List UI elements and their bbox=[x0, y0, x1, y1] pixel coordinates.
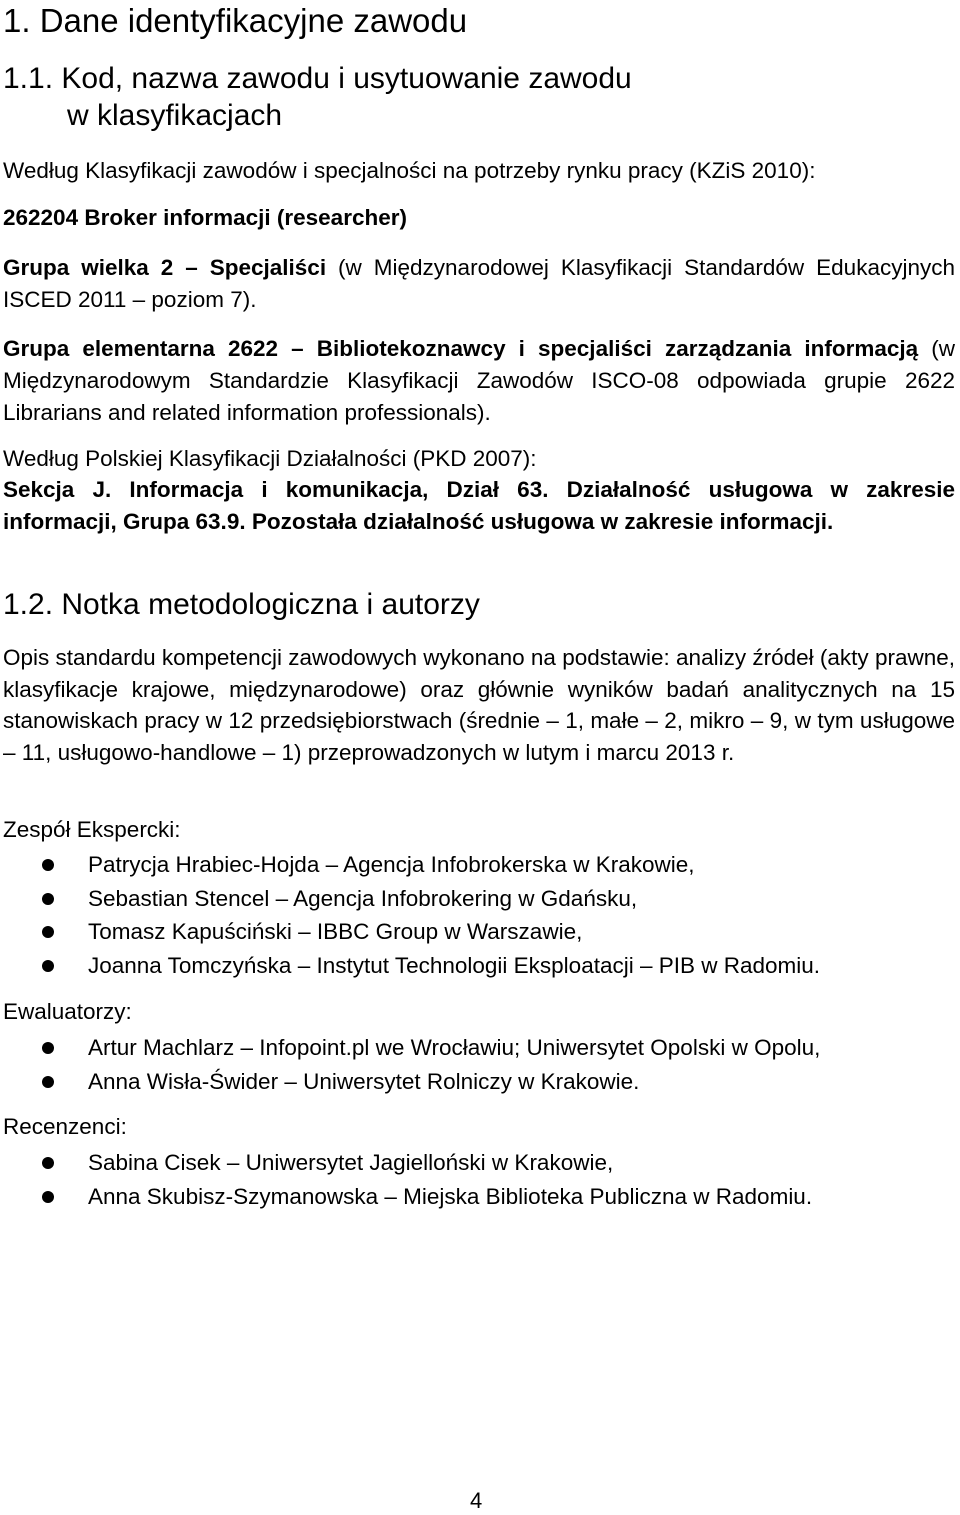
subsection-heading-line2: w klasyfikacjach bbox=[67, 99, 283, 132]
list-item: Patrycja Hrabiec-Hojda – Agencja Infobrokerska w Krakowie, bbox=[0, 848, 820, 882]
list-item: Joanna Tomczyńska – Instytut Technologii Eksploatacji – PIB w Radomiu. bbox=[0, 949, 820, 983]
bullet-icon bbox=[42, 1076, 54, 1088]
section-heading: 1. Dane identyfikacyjne zawodu bbox=[3, 2, 468, 39]
bullet-icon bbox=[42, 893, 54, 905]
bullet-icon bbox=[42, 1042, 54, 1054]
list-item: Sebastian Stencel – Agencja Infobrokering w Gdańsku, bbox=[0, 882, 820, 916]
pkd-intro: Według Polskiej Klasyfikacji Działalności (PKD 2007): bbox=[3, 446, 537, 471]
pkd-classification: Sekcja J. Informacja i komunikacja, Dział 63. Działalność usługowa w zakresie informacji, Grupa 63.9. Pozostała działalność usługowa w zakresie informacji. bbox=[3, 477, 955, 534]
reviewers-list bbox=[0, 1146, 812, 1213]
list-item: Anna Wisła-Świder – Uniwersytet Rolniczy w Krakowie. bbox=[0, 1065, 820, 1099]
bullet-icon bbox=[42, 859, 54, 871]
evaluators-list bbox=[0, 1031, 820, 1098]
methodology-heading: 1.2. Notka metodologiczna i autorzy bbox=[3, 588, 480, 621]
bullet-icon bbox=[42, 1157, 54, 1169]
unit-group-label: Grupa elementarna 2622 – Bibliotekoznawcy i specjaliści zarządzania informacją bbox=[3, 336, 919, 361]
unit-group-paragraph bbox=[3, 333, 955, 429]
bullet-icon bbox=[42, 960, 54, 972]
list-item: Anna Skubisz-Szymanowska – Miejska Biblioteka Publiczna w Radomiu. bbox=[0, 1180, 812, 1214]
experts-heading: Zespół Ekspercki: bbox=[3, 817, 181, 842]
reviewers-heading: Recenzenci: bbox=[3, 1114, 127, 1139]
experts-list bbox=[0, 848, 820, 982]
methodology-paragraph: Opis standardu kompetencji zawodowych wykonano na podstawie: analizy źródeł (akty prawne, klasyfikacje krajowe, międzynarodowe) oraz głównie wyników badań analitycznych na 15 stanowiskach pracy w 12 przedsiębiorstwach (średnie – 1, małe – 2, mikro – 9, w tym usługowe – 11, usługowo-handlowe – 1) przeprowadzonych w lutym i marcu 2013 r. bbox=[3, 645, 955, 765]
evaluators-heading: Ewaluatorzy: bbox=[3, 999, 132, 1024]
list-item: Artur Machlarz – Infopoint.pl we Wrocławiu; Uniwersytet Opolski w Opolu, bbox=[0, 1031, 820, 1065]
occupation-code: 262204 Broker informacji (researcher) bbox=[3, 205, 407, 230]
list-item: Tomasz Kapuściński – IBBC Group w Warszawie, bbox=[0, 915, 820, 949]
bullet-icon bbox=[42, 1191, 54, 1203]
list-item: Sabina Cisek – Uniwersytet Jagielloński w Krakowie, bbox=[0, 1146, 812, 1180]
bullet-icon bbox=[42, 926, 54, 938]
kzis-intro: Według Klasyfikacji zawodów i specjalności na potrzeby rynku pracy (KZiS 2010): bbox=[3, 158, 816, 183]
page-number: 4 bbox=[470, 1488, 483, 1513]
major-group-text: (w Międzynarodowej Klasyfikacji Standardów Edukacyjnych ISCED 2011 – poziom 7). bbox=[3, 255, 955, 312]
unit-group-text: (w Międzynarodowym Standardzie Klasyfikacji Zawodów ISCO-08 odpowiada grupie 2622 Librarians and related information professionals). bbox=[3, 336, 955, 425]
subsection-heading-line1: 1.1. Kod, nazwa zawodu i usytuowanie zawodu bbox=[3, 62, 632, 95]
major-group-label: Grupa wielka 2 – Specjaliści bbox=[3, 255, 327, 280]
major-group-paragraph bbox=[3, 252, 955, 316]
